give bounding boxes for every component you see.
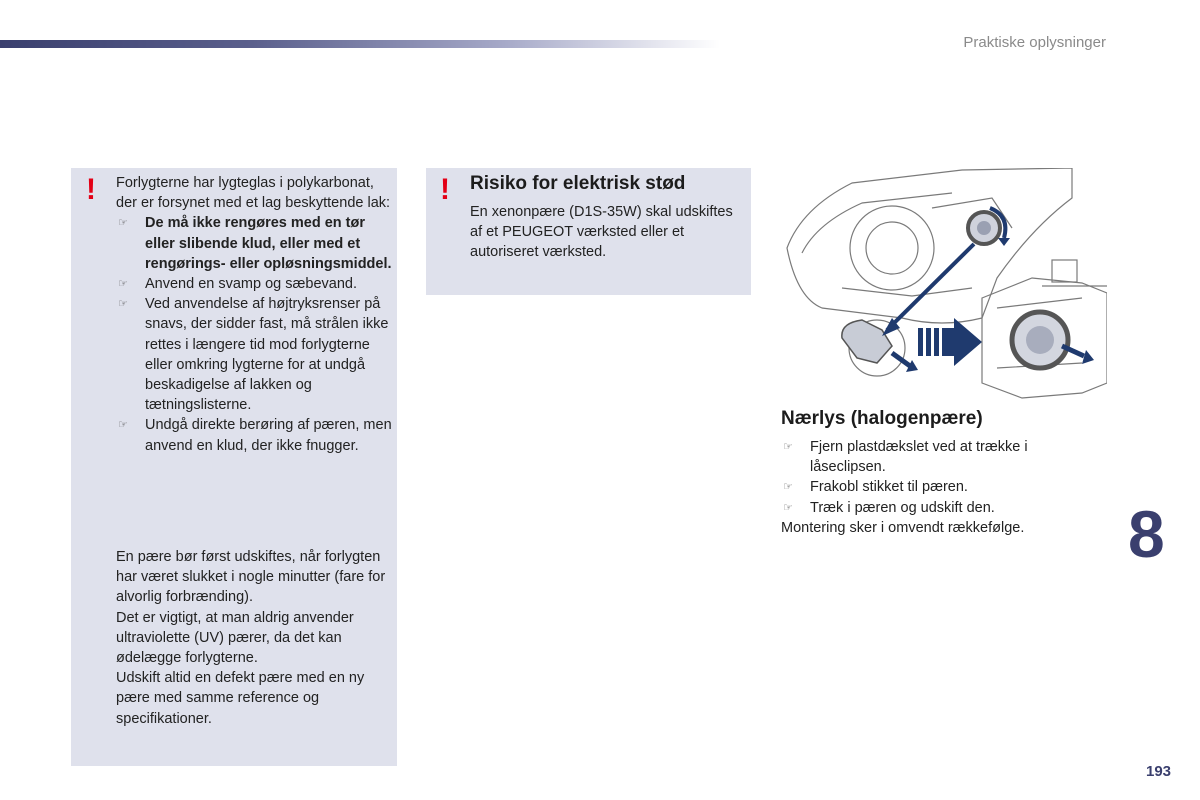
list-item: ☞ Undgå direkte berøring af pæren, men anvend en klud, der ikke fnugger. <box>118 417 392 454</box>
header-gradient-bar <box>0 40 720 48</box>
low-beam-steps <box>781 437 1061 518</box>
exclamation-icon: ! <box>440 173 450 206</box>
pointing-hand-icon: ☞ <box>783 441 793 453</box>
list-item: ☞ Frakobl stikket til pæren. <box>781 477 1061 497</box>
warning-box-left-paragraphs <box>116 547 388 729</box>
electric-shock-text: En xenonpære (D1S-35W) skal udskiftes af et PEUGEOT værksted eller et autoriseret værksted. <box>470 204 733 261</box>
pointing-hand-icon: ☞ <box>783 501 793 514</box>
pointing-hand-icon: ☞ <box>118 217 128 230</box>
low-beam-note: Montering sker i omvendt rækkefølge. <box>781 519 1025 536</box>
list-item: ☞ Ved anvendelse af højtryksrenser på snavs, der sidder fast, må strålen ikke rettes i længere tid mod forlygterne eller omkring lygterne for at undgå beskadigelse af lakken og tætningslisterne. <box>118 296 389 414</box>
bulb-timing-paragraph: En pære bør først udskiftes, når forlygten har været slukket i nogle minutter (fare for alvorlig forbrænding). <box>116 549 386 606</box>
list-item: ☞ De må ikke rengøres med en tør eller slibende klud, eller med et rengørings- eller opløsningsmiddel. <box>118 215 392 272</box>
exclamation-icon: ! <box>86 173 96 206</box>
section-title: Praktiske oplysninger <box>963 34 1106 51</box>
uv-paragraph: Det er vigtigt, at man aldrig anvender ultraviolette (UV) pærer, da det kan ødelægge forlygterne. <box>116 609 354 667</box>
low-beam-title: Nærlys (halogenpære) <box>781 408 983 429</box>
pointing-hand-icon: ☞ <box>783 481 793 494</box>
electric-shock-title: Risiko for elektrisk stød <box>470 173 686 194</box>
headlamp-bulb-illustration <box>782 168 1107 400</box>
warning-list <box>116 213 394 455</box>
list-item: ☞ Træk i pæren og udskift den. <box>781 498 1061 518</box>
pointing-hand-icon: ☞ <box>118 419 128 432</box>
replace-paragraph: Udskift altid en defekt pære med en ny pære med samme reference og specifikationer. <box>116 670 365 727</box>
pointing-hand-icon: ☞ <box>118 298 128 311</box>
warning-intro: Forlygterne har lygteglas i polykarbonat, der er forsynet med et lag beskyttende lak: <box>116 175 391 212</box>
page-number: 193 <box>1146 763 1172 780</box>
chapter-number: 8 <box>1128 497 1165 571</box>
list-item: ☞ Anvend en svamp og sæbevand. <box>116 274 394 294</box>
warning-box-left-content <box>116 173 394 456</box>
list-item: ☞ Fjern plastdækslet ved at trække i låseclipsen. <box>783 439 1028 476</box>
pointing-hand-icon: ☞ <box>118 278 128 291</box>
low-beam-content <box>781 437 1061 538</box>
